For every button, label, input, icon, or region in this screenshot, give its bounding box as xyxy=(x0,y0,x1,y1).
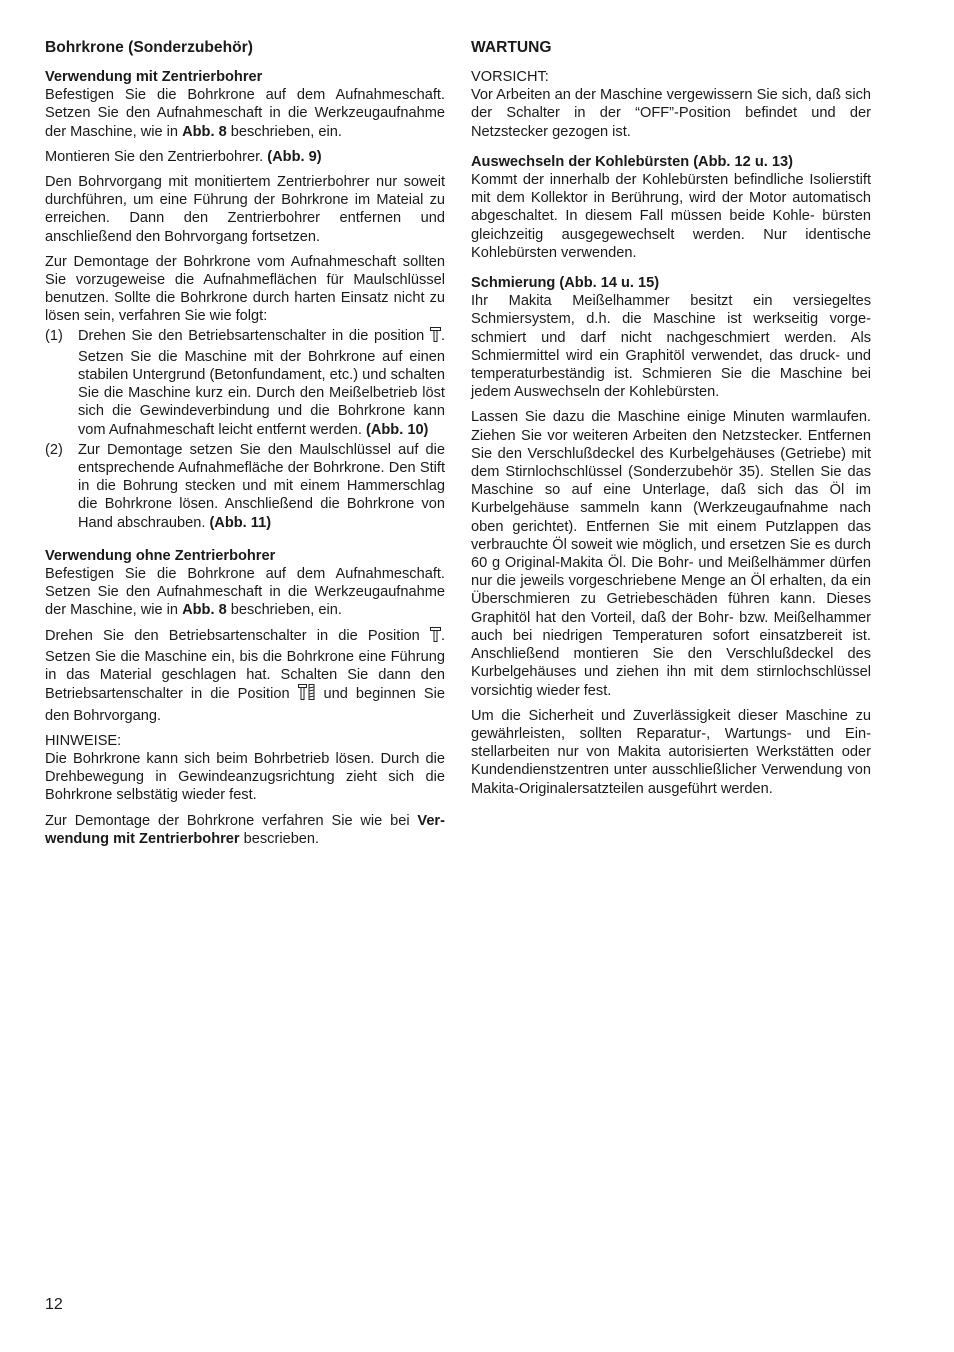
paragraph: Lassen Sie dazu die Maschine einige Minuten warmlaufen. Ziehen Sie vor weiteren Arbeiten den Netzstecker. Entfernen Sie den Verschlußdeckel des Kurbelgehäuses (Getriebe) mit dem Stirnlochschlüssel (Sonderzubehör 35). Stellen Sie das Maschine so auf eine Unterlage, daß sich das Öl im Kurbelgehäuse sammeln kann (Werkzeugaufnahme nach oben gerichtet). Entfernen Sie mit einem Putzlappen das verbrauchte Öl soweit wie möglich, und ersetzen Sie es durch 60 g Original-Makita Öl. Die Bohr- und Meißelhämmer dürfen nur die jeweils vorgeschriebene Menge an Öl erhalten, da ein Überschmieren zu Getriebeschäden führen kann. Dieses Graphitöl hat den Vorteil, daß der Bohr- bzw. Meißelhammer auch bei niedrigen Temperaturen sofort einsatzbereit ist. Anschließend montieren Sie den Verschlußdeckel des Kurbelgehäuses und ziehen ihn mit dem stirnlochschlüssel vorsichtig wieder fest. xyxy=(471,409,871,699)
hammer-drill-icon xyxy=(298,684,316,706)
subheading-without-pilot-drill: Verwendung ohne Zentrierbohrer xyxy=(45,547,276,564)
paragraph: Ihr Makita Meißelhammer besitzt ein versiegeltes Schmiersystem, d.h. die Maschine ist werkseitig vorgeschmiert und darf nicht nachgeschmiert werden. Als Schmiermittel wird ein Graphitöl verwendet, das druck- und temperaturbeständig ist. Schmieren Sie die Maschine bei jedem Auswechseln der Kohlebürsten. xyxy=(471,293,871,401)
paragraph: Die Bohrkrone kann sich beim Bohrbetrieb lösen. Durch die Drehbewegung in Gewindeanzugsrichtung zieht sich die Bohrkrone selbstätig wieder fest. xyxy=(45,750,445,804)
paragraph: Den Bohrvorgang mit monitiertem Zentrierbohrer nur soweit durchführen, um eine Führung der Bohrkrone im Mateial zu erreichen. Dann den Zentrierbohrer entfernen und anschließend den Bohrvorgang fortsetzen. xyxy=(45,174,445,245)
hammer-icon xyxy=(430,327,441,348)
subheading-with-pilot-drill: Verwendung mit Zentrierbohrer xyxy=(45,69,263,85)
section-heading-maintenance: WARTUNG xyxy=(471,39,552,56)
paragraph: Um die Sicherheit und Zuverlässigkeit dieser Maschine zu gewährleisten, sollten Reparatur-, Wartungs- und Einstellarbeiten nur von Makita autorisierten Werkstätten oder Kundendienstzentren unter ausschließlicher Verwendung von Makita-Originalersatzteilen ausgeführt werden. xyxy=(471,707,871,797)
subheading-carbon-brushes: Auswechseln der Kohlebürsten (Abb. 12 u. 13) xyxy=(471,153,793,170)
paragraph: Befestigen Sie die Bohrkrone auf dem Aufnahmeschaft. Setzen Sie den Aufnahmeschaft in die Werkzeugaufnahme der Maschine, wie in Abb. 8 beschrieben, ein. xyxy=(45,566,445,619)
procedure-list xyxy=(45,327,445,532)
paragraph: Befestigen Sie die Bohrkrone auf dem Aufnahmeschaft. Setzen Sie den Aufnahmeschaft in die Werkzeugaufnahme der Maschine, wie in Abb. 8 beschrieben, ein. xyxy=(45,87,445,140)
page-number: 12 xyxy=(45,1296,63,1313)
subheading-lubrication: Schmierung (Abb. 14 u. 15) xyxy=(471,275,660,292)
left-column xyxy=(45,38,445,855)
paragraph: Montieren Sie den Zentrierbohrer. (Abb. 9) xyxy=(45,148,322,165)
paragraph: Kommt der innerhalb der Kohlebürsten befindliche Isolierstift mit dem Kollektor in Berührung, wird der Motor automatisch abgeschaltet. In diesem Fall müssen beide Kohle- bürsten gleichzeitig ausgegewechselt werden. Nur identische Kohlebürsten verwenden. xyxy=(471,172,871,261)
paragraph: Zur Demontage der Bohrkrone vom Aufnahmeschaft sollten Sie vorzugeweise die Aufnahmeflächen für Maulschlüssel benutzen. Sollte die Bohrkrone durch harten Einsatz nicht zu lösen sein, verfahren Sie wie folgt: xyxy=(45,253,445,325)
right-column xyxy=(471,38,871,805)
paragraph: Drehen Sie den Betriebsartenschalter in die Position . Setzen Sie die Maschine ein, bis die Bohrkrone eine Führung in das Material geschlagen hat. Schalten Sie dann den Betriebsartenschalter in die Position und beginnen Sie den Bohrvorgang. xyxy=(45,627,445,724)
list-item: (1) Drehen Sie den Betriebsartenschalter in die position . Setzen Sie die Maschine mit der Bohrkrone auf einen stabilen Untergrund (Betonfundament, etc.) und schalten Sie die Maschine kurz ein. Durch den Meißelbetrieb löst sich die Gewindeverbindung und die Bohrkrone kann vom Aufnahmeschaft leicht entfernt werden. (Abb. 10) xyxy=(45,327,445,438)
paragraph: Zur Demontage der Bohrkrone verfahren Sie wie bei Verwendung mit Zentrierbohrer bescrieben. xyxy=(45,812,445,847)
paragraph: Vor Arbeiten an der Maschine vergewissern Sie sich, daß sich der Schalter in der “OFF”-Position befindet und der Netzstecker gezogen ist. xyxy=(471,87,871,140)
notes-label: HINWEISE: xyxy=(45,732,122,749)
caution-label: VORSICHT: xyxy=(471,69,549,85)
hammer-icon xyxy=(430,627,441,648)
section-heading-core-bit: Bohrkrone (Sonderzubehör) xyxy=(45,39,253,56)
list-item: (2) Zur Demontage setzen Sie den Maulschlüssel auf die entsprechende Aufnahmefläche der Bohrkrone. Den Stift in die Bohrung stecken und mit einem Hammerschlag die Bohrkrone lösen. Anschließend die Bohrkrone von Hand abschrauben. (Abb. 11) xyxy=(45,441,445,531)
